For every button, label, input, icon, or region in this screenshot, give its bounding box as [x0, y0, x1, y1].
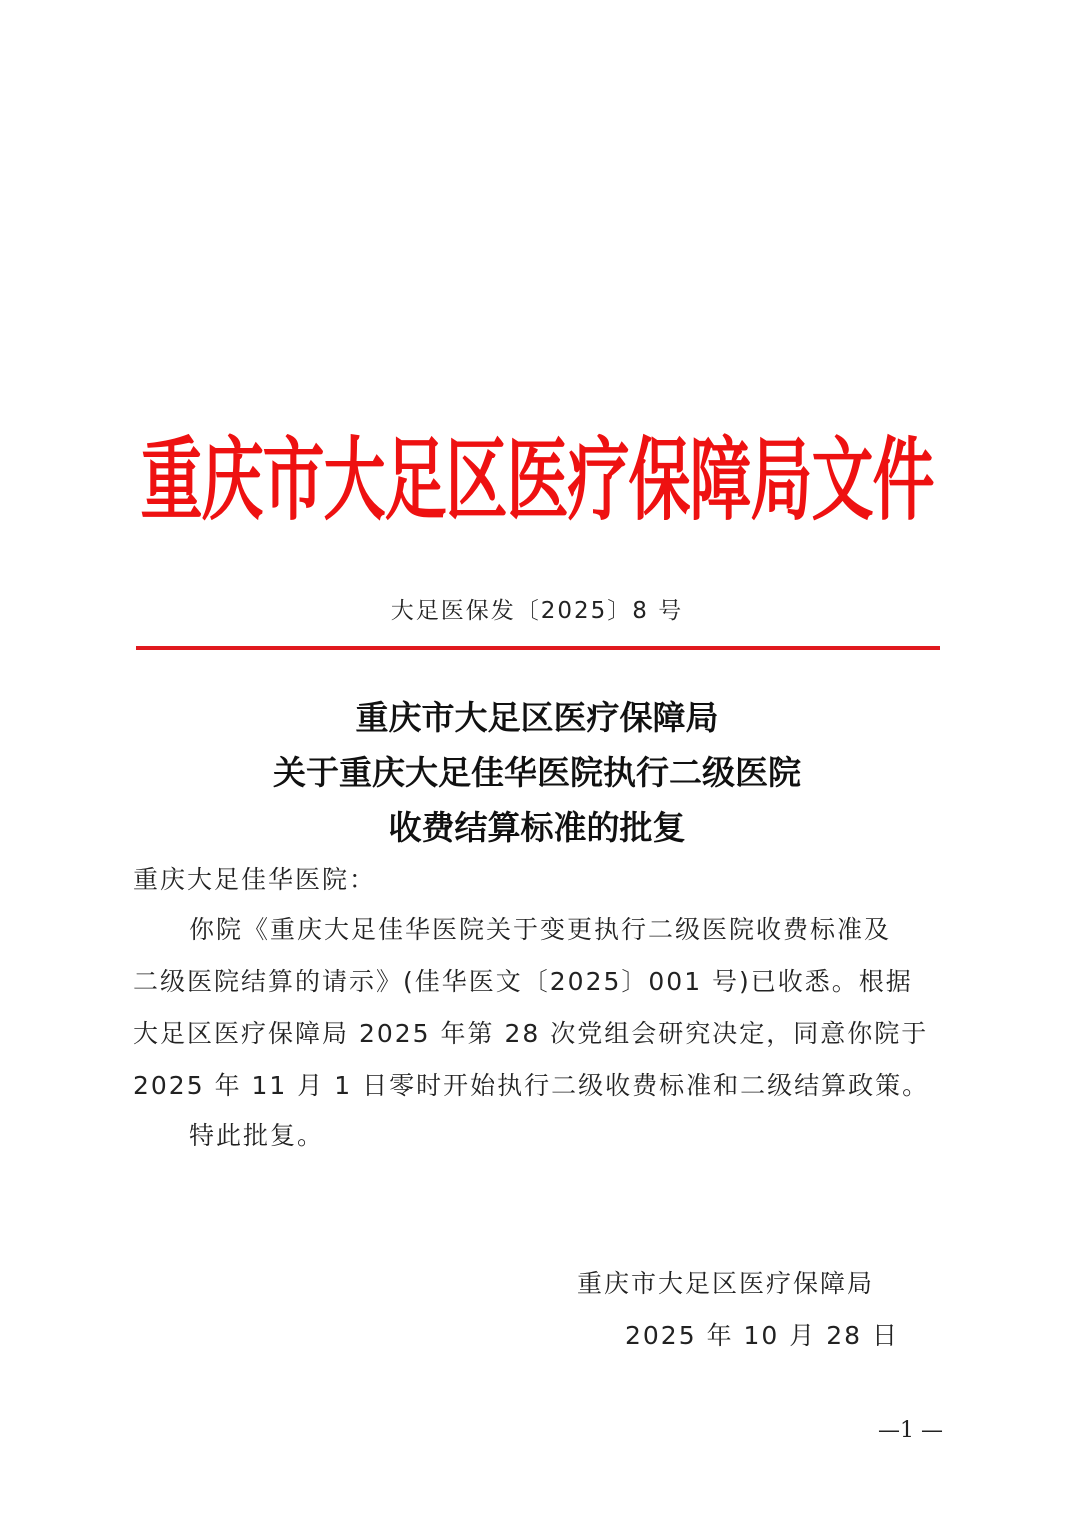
body-paragraph-line: 你院《重庆大足佳华医院关于变更执行二级医院收费标准及	[189, 915, 892, 944]
addressee: 重庆大足佳华医院：	[133, 865, 377, 894]
body-paragraph-line: 2025 年 11 月 1 日零时开始执行二级收费标准和二级结算政策。	[133, 1071, 930, 1100]
issue-date: 2025 年 10 月 28 日	[625, 1321, 899, 1350]
document-number: 大足医保发〔2025〕8 号	[390, 598, 684, 624]
title-line-1: 重庆市大足区医疗保障局	[355, 698, 719, 737]
title-line-2: 关于重庆大足佳华医院执行二级医院	[273, 753, 801, 792]
body-paragraph-line: 二级医院结算的请示》(佳华医文〔2025〕001 号)已收悉。根据	[133, 967, 913, 996]
closing-remark: 特此批复。	[189, 1121, 325, 1150]
title-line-3: 收费结算标准的批复	[388, 808, 686, 847]
page-number: —1 —	[878, 1418, 943, 1443]
body-paragraph-line: 大足区医疗保障局 2025 年第 28 次党组会研究决定，同意你院于	[133, 1019, 929, 1048]
issuing-authority: 重庆市大足区医疗保障局	[577, 1269, 875, 1298]
red-divider	[136, 646, 940, 650]
document-masthead: 重庆市大足区医疗保障局文件	[140, 426, 934, 533]
